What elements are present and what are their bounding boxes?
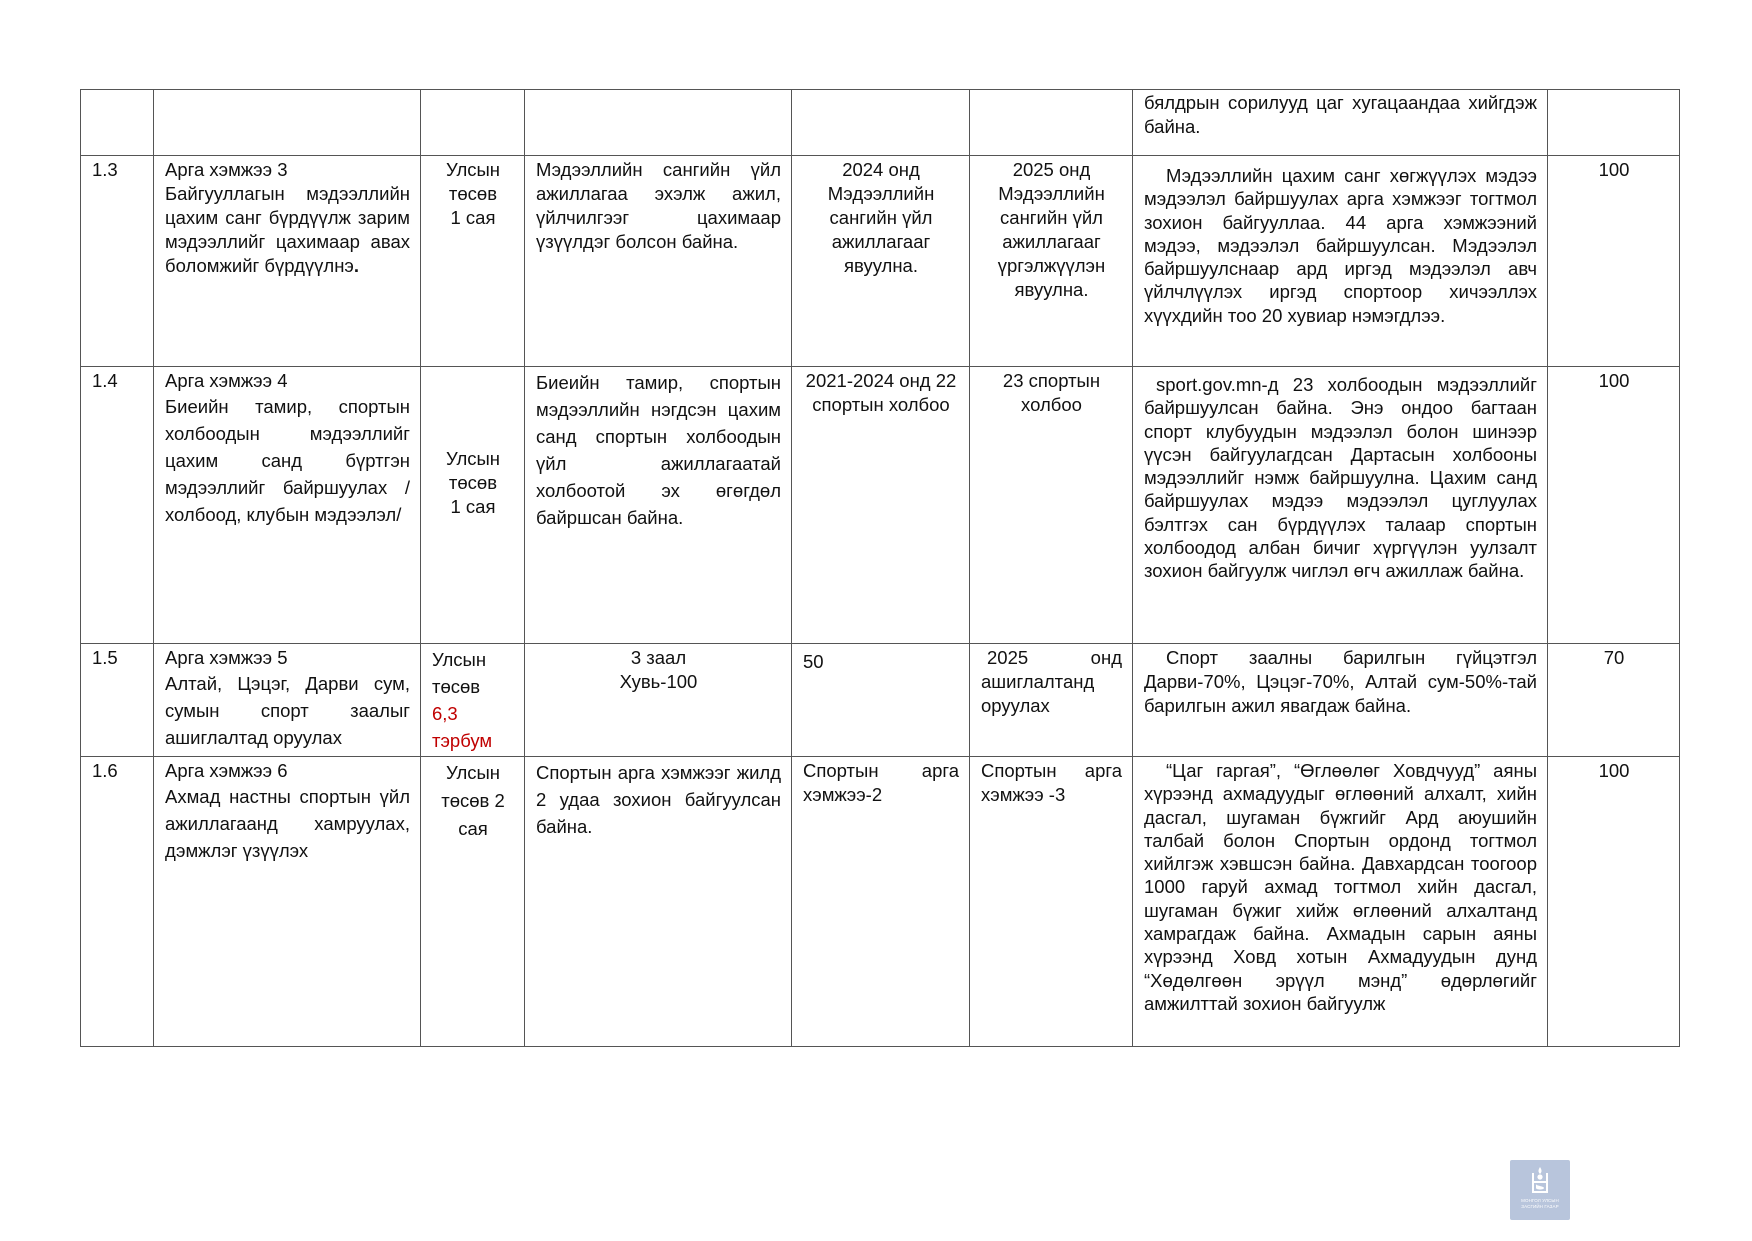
target-cell xyxy=(970,90,1133,156)
budget-cell xyxy=(421,757,525,1047)
budget-line: төсөв xyxy=(448,472,498,494)
baseline-cell: 50 xyxy=(792,644,970,757)
measure-end-dot: . xyxy=(353,255,360,277)
table-row xyxy=(81,90,1680,156)
budget-line: сая xyxy=(458,817,488,839)
budget-line: Улсын xyxy=(432,649,487,670)
criteria-line: Хувь-100 xyxy=(619,671,698,693)
criteria-cell xyxy=(525,644,792,757)
budget-line: төсөв xyxy=(448,183,498,205)
target-cell: 2025 онд Мэдээллийн сангийн үйл ажиллагааг үргэлжүүлэн явуулна. xyxy=(970,156,1133,367)
progress-cell: “Цаг гаргая”, “Өглөөлөг Ховдчууд” аяны хүрээнд ахмадуудыг өглөөний алхалт, хийн дасгал, шугаман бүжгийг Ард аюушийн талбай болон Спортын ордонд тогтмол хийлгэж хэвшсэн байна. Давхардсан тоогоор 1000 гаруй ахмад тогтмол хийн дасгал, шугаман бүжиг хийж өглөөний алхалтанд хамрагдаж байна. Ахмадын сарын аяны хүрээнд Ховд хотын Ахмадуудын дунд “Хөдөлгөөн эрүүл мэнд” өдөрлөгийг амжилттай зохион байгуулж xyxy=(1133,757,1548,1047)
measure-cell xyxy=(154,367,421,644)
criteria-cell xyxy=(525,90,792,156)
row-number-cell: 1.3 xyxy=(81,156,154,367)
table-row xyxy=(81,156,1680,367)
budget-line: 1 сая xyxy=(450,207,496,229)
baseline-cell: Спортын арга хэмжээ-2 xyxy=(792,757,970,1047)
soyombo-emblem-icon xyxy=(1532,1167,1548,1193)
budget-cell xyxy=(421,90,525,156)
measure-title: Арга хэмжээ 3 xyxy=(165,159,288,180)
target-cell: Спортын арга хэмжээ -3 xyxy=(970,757,1133,1047)
budget-line: төсөв xyxy=(432,676,481,697)
measure-cell xyxy=(154,757,421,1047)
progress-cell: Мэдээллийн цахим санг хөгжүүлэх мэдээ мэдээлэл байршуулах арга хэмжээг тогтмол зохион байгууллаа. 44 арга хэмжээний мэдээ, мэдээлэл байршуулсан. Мэдээлэл байршуулснаар ард иргэд мэдээлэл авч үйлчлүүлэх иргэд спортоор хичээллэх хүүхдийн тоо 20 хувиар нэмэгдлээ. xyxy=(1133,156,1548,367)
budget-line: Улсын xyxy=(445,159,501,180)
percent-cell: 100 xyxy=(1548,367,1680,644)
row-number-cell xyxy=(81,90,154,156)
budget-line: Улсын xyxy=(445,448,501,469)
measure-desc: Биеийн тамир, спортын холбоодын мэдээллийг цахим санд бүртгэн мэдээллийг байршуулах /холбоод, клубын мэдээлэл/ xyxy=(165,396,410,526)
progress-cell: бялдрын сорилууд цаг хугацаандаа хийгдэж байна. xyxy=(1133,90,1548,156)
measure-desc: Алтай, Цэцэг, Дарви сум, сумын спорт заалыг ашиглалтад оруулах xyxy=(165,673,410,749)
emblem-caption-line: МОНГОЛ УЛСЫН xyxy=(1521,1198,1559,1203)
budget-amount: тэрбум xyxy=(432,730,493,751)
budget-line: 1 сая xyxy=(450,496,496,518)
target-cell: 23 спортын холбоо xyxy=(970,367,1133,644)
measure-title: Арга хэмжээ 6 xyxy=(165,760,288,781)
budget-cell xyxy=(421,156,525,367)
progress-cell: sport.gov.mn-д 23 холбоодын мэдээллийг байршуулсан байна. Энэ ондоо багтаан спорт клубуудын мэдээлэл болон шинээр үүсэн байгуулагдсан Дартасын холбооны мэдээллийг нэмж байршуулна. Цахим санд байршуулах мэдээ мэдээлэл цуглуулах бэлтгэх сан бүрдүүлэх талаар спортын холбоодод албан бичиг хүргүүлэн уулзалт зохион байгуулж чиглэл өгч ажиллаж байна. xyxy=(1133,367,1548,644)
row-number-cell: 1.4 xyxy=(81,367,154,644)
row-number-cell: 1.6 xyxy=(81,757,154,1047)
progress-cell: Спорт заалны барилгын гүйцэтгэл Дарви-70%, Цэцэг-70%, Алтай сум-50%-тай барилгын ажил явагдаж байна. xyxy=(1133,644,1548,757)
measure-title: Арга хэмжээ 5 xyxy=(165,647,288,668)
budget-cell xyxy=(421,367,525,644)
criteria-line: 3 заал xyxy=(630,647,687,668)
budget-line: төсөв 2 xyxy=(441,789,505,811)
emblem-caption-line: ЗАСГИЙН ГАЗАР xyxy=(1521,1204,1559,1209)
table-row xyxy=(81,644,1680,757)
percent-cell: 100 xyxy=(1548,757,1680,1047)
measure-cell xyxy=(154,156,421,367)
measure-desc: Ахмад настны спортын үйл ажиллагаанд хамруулах, дэмжлэг үзүүлэх xyxy=(165,786,410,862)
percent-cell xyxy=(1548,90,1680,156)
criteria-cell: Спортын арга хэмжээг жилд 2 удаа зохион байгуулсан байна. xyxy=(525,757,792,1047)
baseline-cell: 2021-2024 онд 22 спортын холбоо xyxy=(792,367,970,644)
baseline-cell: 2024 онд Мэдээллийн сангийн үйл ажиллагааг явуулна. xyxy=(792,156,970,367)
report-table xyxy=(80,89,1680,1047)
target-cell: 2025 онд ашиглалтанд оруулах xyxy=(970,644,1133,757)
row-number-cell: 1.5 xyxy=(81,644,154,757)
measure-title: Арга хэмжээ 4 xyxy=(165,370,288,391)
percent-cell: 70 xyxy=(1548,644,1680,757)
budget-cell xyxy=(421,644,525,757)
table-row xyxy=(81,367,1680,644)
government-emblem xyxy=(1510,1160,1570,1220)
measure-cell xyxy=(154,644,421,757)
budget-amount: 6,3 xyxy=(432,703,458,724)
criteria-cell: Биеийн тамир, спортын мэдээллийн нэгдсэн цахим санд спортын холбоодын үйл ажиллагаатай холбоотой эх өгөгдөл байршсан байна. xyxy=(525,367,792,644)
measure-cell xyxy=(154,90,421,156)
criteria-cell: Мэдээллийн сангийн үйл ажиллагаа эхэлж ажил, үйлчилгээг цахимаар үзүүлдэг болсон байна. xyxy=(525,156,792,367)
percent-cell: 100 xyxy=(1548,156,1680,367)
table-row xyxy=(81,757,1680,1047)
baseline-cell xyxy=(792,90,970,156)
budget-line: Улсын xyxy=(445,762,501,783)
measure-desc: Байгууллагын мэдээллийн цахим санг бүрдүүлж зарим мэдээллийг цахимаар авах боломжийг бүрдүүлнэ xyxy=(165,183,410,277)
